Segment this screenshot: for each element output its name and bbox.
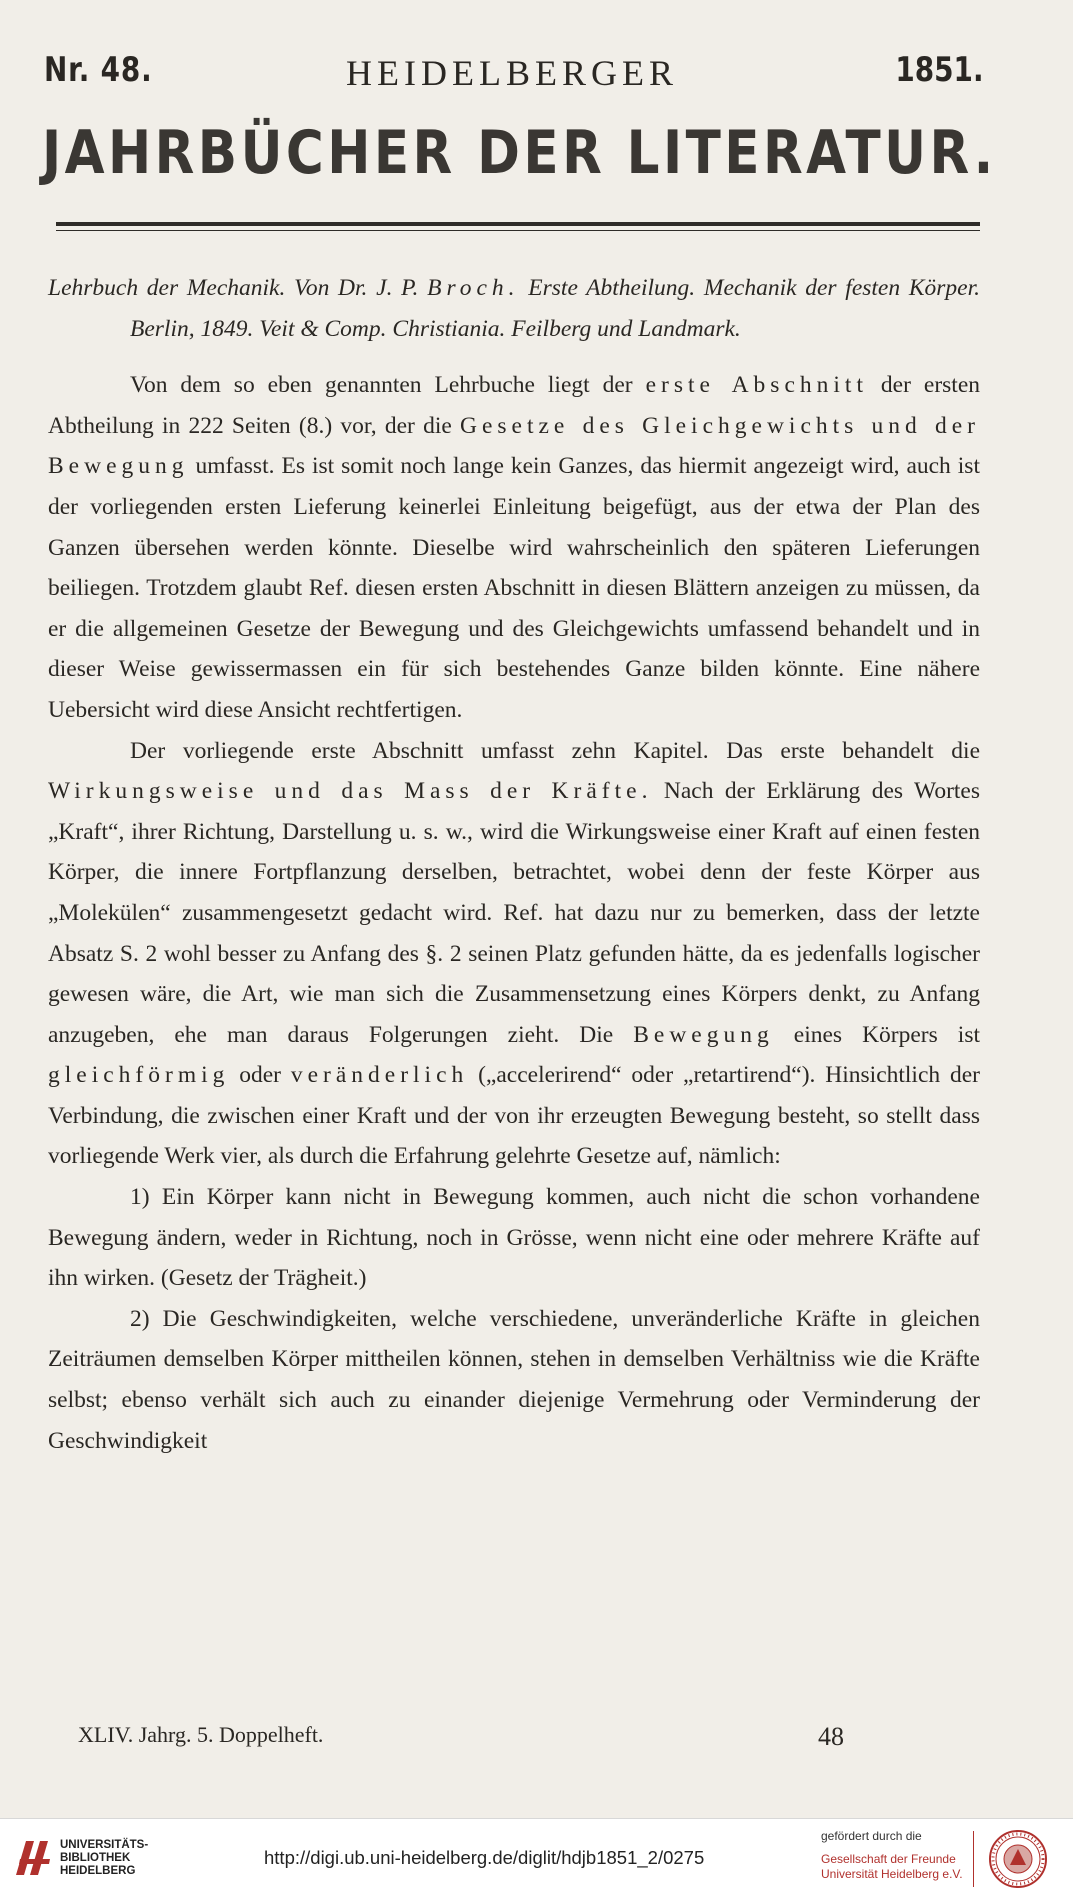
society-name-line-1: Gesellschaft der Freunde: [821, 1852, 956, 1866]
library-name-line-1: UNIVERSITÄTS-: [60, 1839, 149, 1851]
reference-text-2: Erste Abtheilung. Mechanik der festen Körper. Berlin, 1849. Veit & Comp. Christiania. Feilberg und Landmark.: [130, 275, 980, 342]
permalink-url[interactable]: http://digi.ub.uni-heidelberg.de/diglit/hdjb1851_2/0275: [264, 1847, 705, 1868]
p1-text-3: umfasst. Es ist somit noch lange kein Ganzes, das hiermit angezeigt wird, auch ist der vorliegenden ersten Lieferung keinerlei Einleitung beigefügt, aus der etwa der Plan des Ganzen übersehen werden könnte. Dieselbe wird wahrscheinlich den späteren Lieferungen beiliegen. Trotzdem glaubt Ref. diesen ersten Abschnitt in diesen Blättern anzeigen zu müssen, da er die allgemeinen Gesetze der Bewegung und des Gleichgewichts umfassend behandelt und in dieser Weise gewissermassen ein für sich bestehendes Ganze bilden könnte. Eine nähere Uebersicht wird diese Ansicht rechtfertigen.: [48, 453, 980, 723]
article-body: [48, 268, 980, 1461]
society-name-line-2: Universität Heidelberg e.V.: [821, 1867, 963, 1881]
p2-text-4: oder: [229, 1062, 291, 1089]
paragraph-4: 2) Die Geschwindigkeiten, welche verschiedene, unveränderliche Kräfte in gleichen Zeiträumen demselben Körper mittheilen können, stehen in demselben Verhältniss wie die Kräfte selbst; ebenso verhält sich auch zu einander diejenige Vermehrung oder Verminderung der Geschwindigkeit: [48, 1305, 980, 1454]
p1-spaced-2: Gesetze des Gleichgewichts und der Bewegung: [48, 412, 980, 480]
signature-line: XLIV. Jahrg. 5. Doppelheft.: [78, 1722, 324, 1747]
reference-text-1: Lehrbuch der Mechanik. Von Dr. J. P.: [48, 275, 428, 301]
book-reference: [48, 268, 980, 349]
page-number: 48: [818, 1722, 844, 1751]
p2-text-3: eines Körpers ist: [773, 1021, 981, 1048]
p1-text-1: Von dem so eben genannten Lehrbuche liegt der: [130, 372, 646, 399]
p2-spaced-3: gleichförmig: [48, 1062, 230, 1089]
divider: [973, 1831, 974, 1887]
p1-text-2: der ersten Abtheilung in 222 Seiten (8.) vor, der die: [48, 372, 980, 439]
library-name-line-2: BIBLIOTHEK: [60, 1852, 131, 1864]
header-rule-thick: [56, 222, 980, 226]
p2-text-1: Der vorliegende erste Abschnitt umfasst zehn Kapitel. Das erste behandelt die: [130, 737, 980, 764]
reference-author: Broch.: [427, 275, 520, 301]
p2-spaced-1: Wirkungsweise und das Mass der Kräfte.: [48, 778, 653, 805]
journal-title: JAHRBÜCHER DER LITERATUR.: [42, 118, 997, 188]
funded-by-label: gefördert durch die: [821, 1829, 922, 1843]
university-seal-icon[interactable]: [988, 1829, 1048, 1889]
header-rule-thin: [56, 230, 980, 231]
viewer-bottom-bar: [0, 1818, 1073, 1897]
p2-spaced-2: Bewegung: [633, 1021, 774, 1048]
p2-spaced-4: veränderlich: [290, 1062, 469, 1089]
library-name[interactable]: [60, 1839, 148, 1878]
library-name-line-3: HEIDELBERG: [60, 1865, 136, 1877]
library-logo-icon[interactable]: [12, 1835, 56, 1879]
header-year: 1851.: [895, 50, 984, 90]
society-name[interactable]: [821, 1852, 963, 1882]
paragraph-3: 1) Ein Körper kann nicht in Bewegung kommen, auch nicht die schon vorhandene Bewegung ändern, weder in Richtung, noch in Grösse, wenn nicht eine oder mehrere Kräfte auf ihn wirken. (Gesetz der Trägheit.): [48, 1184, 980, 1292]
p2-text-2: Nach der Erklärung des Wortes „Kraft“, ihrer Richtung, Darstellung u. s. w., wird die Wirkungsweise einer Kraft auf einen festen Körper, die innere Fortpflanzung derselben, betrachtet, wobei denn der feste Körper aus „Molekülen“ zusammengesetzt gedacht wird. Ref. hat dazu nur zu bemerken, dass der letzte Absatz S. 2 wohl besser zu Anfang des §. 2 seinen Platz gefunden hätte, da es jedenfalls logischer gewesen wäre, die Art, wie man sich die Zusammensetzung eines Körpers denkt, zu Anfang anzugeben, ehe man daraus Folgerungen zieht. Die: [48, 778, 980, 1048]
header-heidelberger: HEIDELBERGER: [346, 53, 678, 93]
p1-spaced-1: erste Abschnitt: [645, 372, 868, 399]
paragraph-1: [48, 365, 980, 730]
paragraph-2: [48, 731, 980, 1178]
p2-text-5: („accelerirend“ oder „retartirend“). Hinsichtlich der Verbindung, die zwischen einer Kraft und der von ihr erzeugten Bewegung besteht, so stellt dass vorliegende Werk vier, als durch die Erfahrung gelehrte Gesetze auf, nämlich:: [48, 1062, 980, 1170]
running-header: [44, 50, 984, 100]
issue-number: Nr. 48.: [44, 50, 153, 90]
